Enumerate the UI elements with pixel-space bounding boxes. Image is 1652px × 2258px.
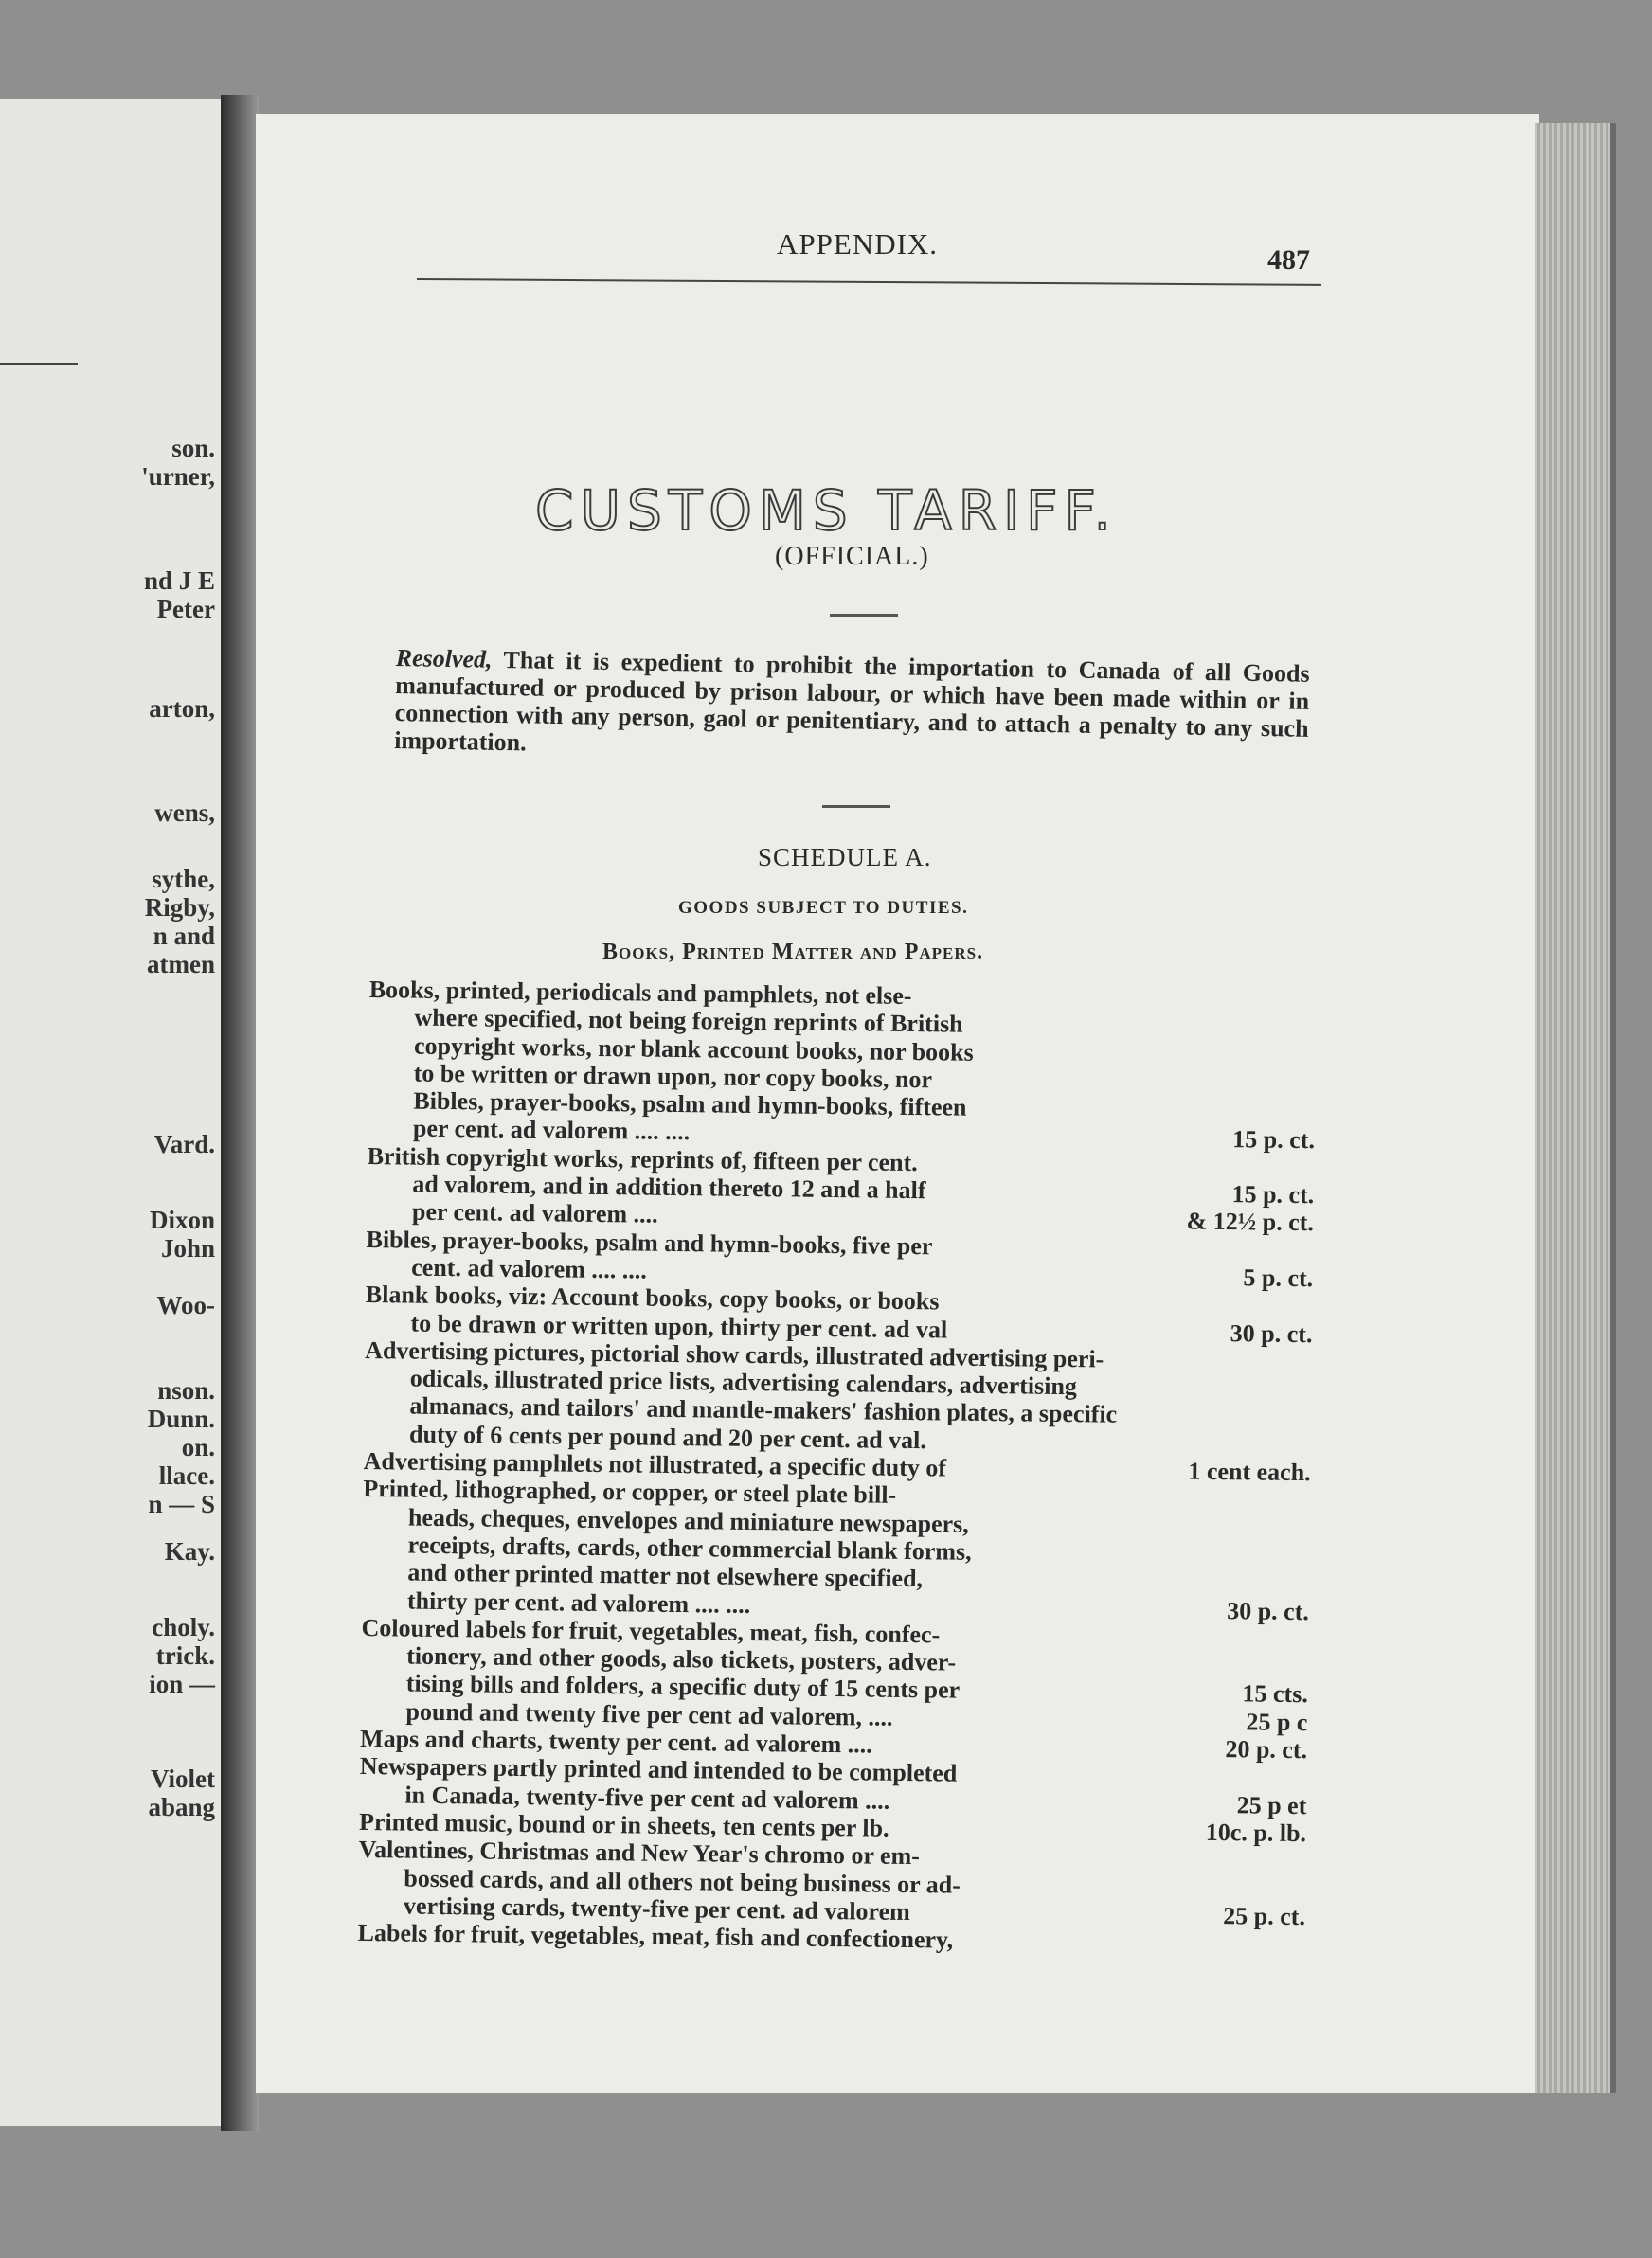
tariff-entries [357,976,1316,1959]
entry-text [360,1614,1119,1734]
entry-line: in Canada, twenty-five per cent ad valorem .... [404,1781,890,1815]
previous-page-line: wens, [154,798,215,827]
entry-line: Printed, lithographed, or copper, or steel plate bill- [363,1475,897,1510]
previous-page-line: n — S [148,1490,215,1518]
entry-line: thirty per cent. ad valorem .... .... [406,1586,751,1619]
entry-line: tising bills and folders, a specific duty of 15 cents per [405,1669,961,1705]
previous-page-line: John [160,1234,215,1263]
previous-page-line: llace. [158,1461,215,1490]
entry-line: pound and twenty five per cent ad valorem, .... [405,1697,893,1731]
previous-page-line: abang [148,1793,215,1821]
previous-page-line: son. [171,434,215,462]
entry-rate: 30 p. ct. [1227,1596,1310,1625]
entry-text [368,976,1127,1152]
previous-page-line: ion — [149,1670,215,1698]
previous-page-line: Vard. [153,1130,215,1158]
page-edges [1535,123,1616,2093]
page-number: 487 [1267,244,1310,276]
schedule-subheading: GOODS SUBJECT TO DUTIES. [678,898,969,918]
entry-rate: 10c. p. lb. [1205,1818,1307,1848]
previous-page-line: Dunn. [147,1405,215,1433]
entry-text [358,1836,1117,1928]
previous-page-line: Peter [156,595,215,623]
entry-text [365,1281,1123,1345]
entry-line: Bibles, prayer-books, psalm and hymn-books, fifteen [413,1086,967,1121]
previous-page-line: sythe, [152,865,215,893]
entry-rate: 15 p. ct. [1232,1124,1316,1154]
entry-line: copyright works, nor blank account books, nor books [413,1031,974,1066]
entry-line: Newspapers partly printed and intended to be completed [359,1752,958,1787]
entry-text [366,1226,1124,1290]
previous-page-line: on. [181,1433,215,1461]
previous-page-line: nd J E [143,566,215,595]
entry-line: receipts, drafts, cards, other commercial blank forms, [407,1531,972,1566]
entry-line: per cent. ad valorem .... .... [412,1115,691,1146]
previous-page-line: Rigby, [144,893,215,922]
previous-page-rule [0,363,78,365]
book-gutter [221,95,259,2131]
tariff-entry [368,976,1317,1154]
entry-rate: 25 p c [1246,1708,1308,1736]
title-rule [830,614,898,617]
section-rule [822,805,890,808]
previous-page-line: Kay. [164,1537,215,1566]
entry-line: heads, cheques, envelopes and miniature newspapers, [407,1503,969,1538]
entry-rate: 1 cent each. [1188,1457,1311,1487]
tariff-entry [367,1142,1315,1237]
entry-line: where specified, not being foreign reprints of British [414,1003,963,1038]
entry-line: bossed cards, and all others not being business or ad- [404,1864,961,1899]
entry-rate: 25 p. ct. [1223,1901,1306,1930]
entry-line: Labels for fruit, vegetables, meat, fish and confectionery, [357,1919,954,1954]
entry-line: ad valorem, and in addition thereto 12 and a half [412,1170,926,1205]
entry-line: Coloured labels for fruit, vegetables, meat, fish, confec- [361,1613,941,1649]
running-title: APPENDIX. [777,227,939,260]
previous-page-line: atmen [147,950,215,978]
resolution-paragraph [394,644,1310,770]
entry-line: British copyright works, reprints of, fifteen per cent. [367,1141,918,1176]
previous-page-line: arton, [149,694,215,723]
entry-line: Books, printed, periodicals and pamphlets, not else- [368,976,912,1010]
entry-line: Blank books, viz: Account books, copy books, or books [365,1281,940,1316]
entry-rate: 30 p. ct. [1230,1318,1313,1348]
entry-rate: & 12½ p. ct. [1186,1207,1315,1237]
entry-line: almanacs, and tailors' and mantle-makers' fashion plates, a specific [409,1392,1118,1429]
entry-line: odicals, illustrated price lists, advertising calendars, advertising [409,1364,1078,1401]
entry-line: duty of 6 cents per pound and 20 per cent. ad val. [408,1420,927,1454]
entry-text [359,1752,1118,1817]
section-heading: Books, Printed Matter and Papers. [602,940,984,964]
entry-rate: 15 cts. [1242,1679,1308,1709]
entry-line: to be drawn or written upon, thirty per cent. ad val [410,1309,948,1344]
entry-line: and other printed matter not elsewhere specified, [407,1558,924,1593]
entry-rate: 5 p. ct. [1243,1263,1314,1293]
tariff-entry [360,1614,1308,1736]
previous-page-line: Dixon [149,1206,215,1234]
previous-page-line: choly. [152,1613,215,1641]
entry-line: Printed music, bound or in sheets, ten cents per lb. [358,1807,889,1842]
previous-page-line: Violet [151,1765,215,1793]
entry-line: per cent. ad valorem .... [411,1197,658,1229]
entry-line: tionery, and other goods, also tickets, posters, adver- [406,1641,957,1676]
entry-text [362,1475,1122,1622]
page-subtitle: (OFFICIAL.) [775,542,929,571]
entry-rate: 20 p. ct. [1225,1735,1308,1765]
entry-line: Valentines, Christmas and New Year's chromo or em- [358,1836,921,1871]
entry-line: Advertising pamphlets not illustrated, a specific duty of [363,1447,947,1482]
resolution-text: That it is expedient to prohibit the importation to Canada of all Goods manufactured or produced by prison labour, or which have been made within or in connection with any person, gaol or penitentiary, and to attach a penalty to any such importation. [393,645,1310,757]
entry-line: cent. ad valorem .... .... [411,1253,648,1284]
tariff-entry [358,1836,1306,1930]
previous-page [0,99,223,2126]
entry-line: to be written or drawn upon, nor copy books, nor [413,1059,933,1094]
page-title: CUSTOMS TARIFF. [535,478,1118,543]
previous-page-line: n and [153,922,215,950]
entry-line: Advertising pictures, pictorial show cards, illustrated advertising peri- [364,1335,1104,1373]
entry-text [367,1142,1125,1235]
tariff-entry [362,1475,1311,1625]
previous-page-line: nson. [157,1376,215,1405]
entry-rate: 15 p. ct. [1231,1180,1315,1210]
previous-page-line: trick. [155,1641,215,1670]
previous-page-line: 'urner, [141,462,215,491]
previous-page-line: Woo- [156,1291,215,1319]
entry-line: vertising cards, twenty-five per cent. ad valorem [403,1891,910,1926]
entry-text [364,1336,1274,1459]
entry-line: Bibles, prayer-books, psalm and hymn-books, five per [366,1225,933,1260]
entry-line: Maps and charts, twenty per cent. ad valorem .... [359,1724,872,1759]
entry-rate: 25 p et [1236,1790,1307,1819]
resolution-lead: Resolved, [395,644,493,673]
tariff-entry [364,1336,1312,1459]
schedule-title: SCHEDULE A. [758,843,932,871]
